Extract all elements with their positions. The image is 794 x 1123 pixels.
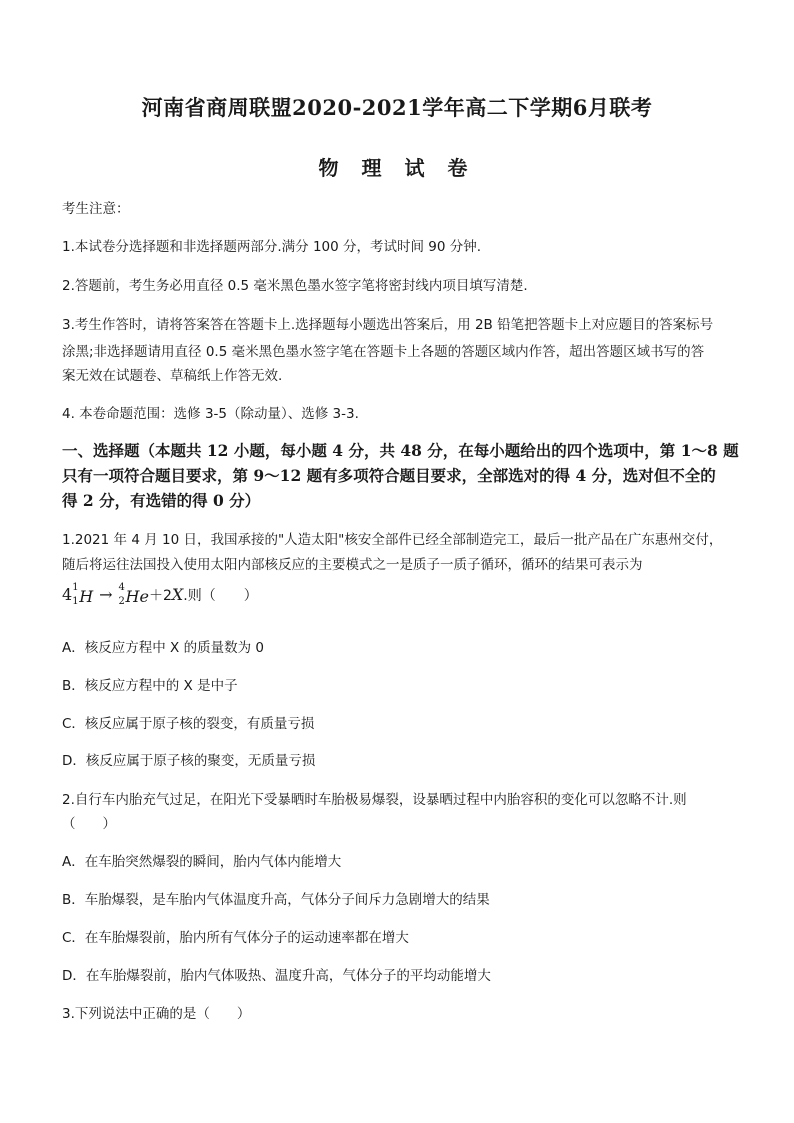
notice-item: 案无效在试题卷、草稿纸上作答无效.	[62, 368, 283, 384]
equation-x-symbol: X	[171, 585, 184, 604]
question-2-stem: （ ）	[62, 816, 116, 832]
notice-item: 涂黑;非选择题请用直径 0.5 毫米黑色墨水签字笔在答题卡上各题的答题区域内作答，超出答题区域书写的答	[62, 344, 705, 360]
question-2-stem: 2.自行车内胎充气过足，在阳光下受暴晒时车胎极易爆裂，设暴晒过程中内胎容积的变化可以忽略不计.则	[62, 792, 687, 808]
helium-mass-number: 4	[118, 581, 125, 593]
notice-item: 3.考生作答时，请将答案答在答题卡上.选择题每小题选出答案后，用 2B 铅笔把答题卡上对应题目的答案标号	[62, 317, 714, 333]
question-1-stem: 随后将运往法国投入使用太阳内部核反应的主要模式之一是质子一质子循环，循环的结果可表示为	[62, 557, 643, 573]
question-1-option-c: C．核反应属于原子核的裂变，有质量亏损	[62, 716, 315, 732]
hydrogen-charge-number: 1	[72, 595, 79, 607]
notice-item: 2.答题前，考生务必用直径 0.5 毫米黑色墨水签字笔将密封线内项目填写清楚.	[62, 278, 528, 294]
question-1-option-b: B．核反应方程中的 X 是中子	[62, 678, 238, 694]
helium-nuclide	[118, 581, 149, 607]
question-2-option-d: D．在车胎爆裂前，胎内气体吸热、温度升高，气体分子的平均动能增大	[62, 968, 491, 984]
question-1-option-d: D．核反应属于原子核的聚变，无质量亏损	[62, 753, 316, 769]
notice-item: 1.本试卷分选择题和非选择题两部分.满分 100 分，考试时间 90 分钟.	[62, 239, 482, 255]
exam-title: 河南省商周联盟2020-2021学年高二下学期6月联考	[141, 95, 653, 120]
notice-item: 4. 本卷命题范围：选修 3-5（除动量）、选修 3-3.	[62, 406, 359, 422]
question-3-stem: 3.下列说法中正确的是（ ）	[62, 1006, 251, 1022]
equation-plus-term: ＋2	[148, 588, 172, 604]
question-1-stem: 1.2021 年 4 月 10 日，我国承接的"人造太阳"核安全部件已经全部制造完工，最后一批产品在广东惠州交付，	[62, 532, 723, 548]
hydrogen-symbol: H	[79, 586, 94, 606]
helium-charge-number: 2	[118, 595, 125, 607]
helium-symbol: He	[125, 586, 149, 606]
equation-coefficient: 4	[62, 585, 73, 604]
notice-heading: 考生注意：	[62, 201, 130, 217]
exam-subtitle: 物 理 试 卷	[318, 156, 476, 180]
question-1-option-a: A．核反应方程中 X 的质量数为 0	[62, 640, 264, 656]
question-2-option-c: C．在车胎爆裂前，胎内所有气体分子的运动速率都在增大	[62, 930, 409, 946]
section-heading: 一、选择题（本题共 12 小题，每小题 4 分，共 48 分，在每小题给出的四个选项中，第 1～8 题	[62, 441, 739, 460]
hydrogen-nuclide	[72, 581, 94, 607]
equation-tail: .则（ ）	[183, 588, 258, 604]
reaction-arrow: →	[99, 585, 113, 604]
nuclear-equation	[62, 583, 258, 608]
section-heading: 得 2 分，有选错的得 0 分）	[62, 491, 261, 510]
question-2-option-b: B．车胎爆裂，是车胎内气体温度升高，气体分子间斥力急剧增大的结果	[62, 892, 490, 908]
section-heading: 只有一项符合题目要求，第 9～12 题有多项符合题目要求，全部选对的得 4 分，选对但不全的	[62, 466, 716, 485]
question-2-option-a: A．在车胎突然爆裂的瞬间，胎内气体内能增大	[62, 854, 342, 870]
hydrogen-mass-number: 1	[72, 581, 79, 593]
